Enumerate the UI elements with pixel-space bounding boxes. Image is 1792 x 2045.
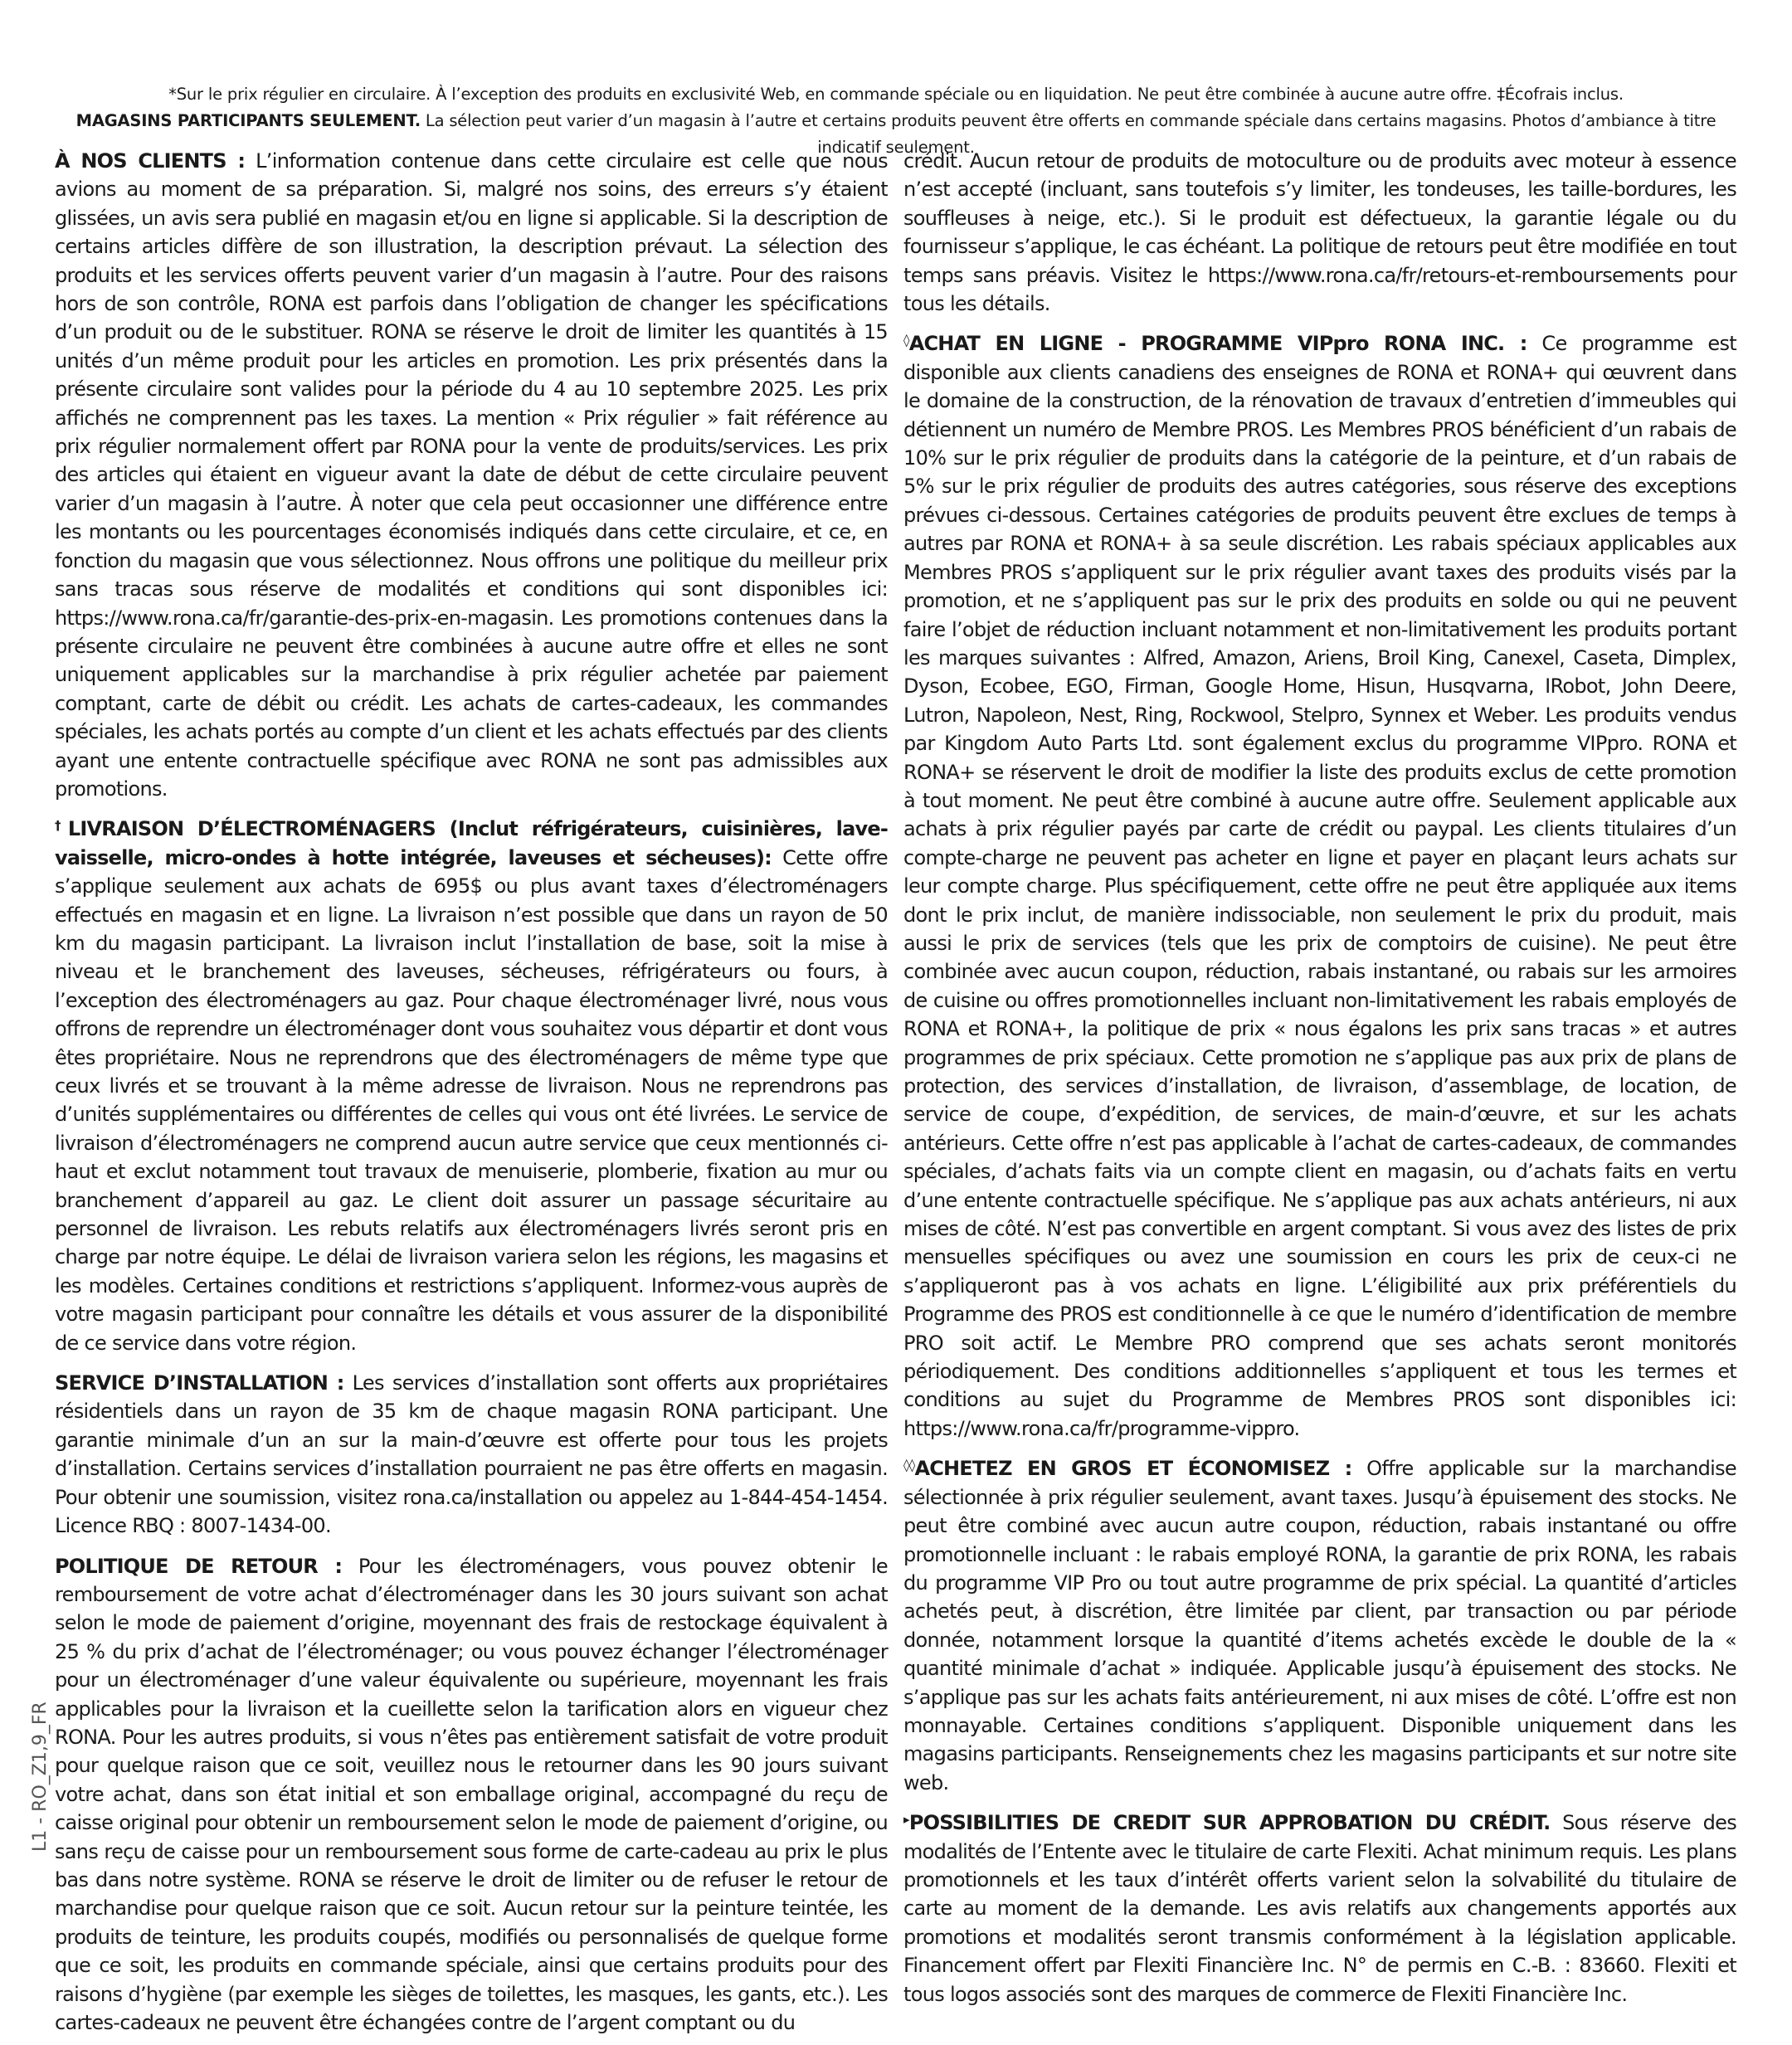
left-column — [55, 144, 888, 2045]
section-title: LIVRAISON D’ÉLECTROMÉNAGERS (Inclut réfrigérateurs, cuisinières, lave-vaisselle, micro-ondes à hotte intégrée, laveuses et sécheuses): — [55, 817, 888, 869]
section-achetez-en-gros — [903, 1451, 1736, 1797]
section-title: POLITIQUE DE RETOUR : — [55, 1554, 343, 1578]
section-body: Ce programme est disponible aux clients canadiens des enseignes de RONA et RONA+ qui œuvrent dans le domaine de la construction, de la rénovation de travaux d’entretien d’immeubles qui détiennent un numéro de Membre PROS. Les Membres PROS bénéficient d’un rabais de 10% sur le prix régulier de produits dans la catégorie de la peinture, et d’un rabais de 5% sur le prix régulier de produits des autres catégories, sous réserve des exceptions prévues ci-dessous. Certaines catégories de produits peuvent être exclues de temps à autres par RONA et RONA+ à sa seule discrétion. Les rabais spéciaux applicables aux Membres PROS s’appliquent sur le prix régulier avant taxes des produits visés par la promotion, et ne s’appliquent pas sur le prix des produits en solde ou qui ne peuvent faire l’objet de réduction incluant notamment et non-limitativement les produits portant les marques suivantes : Alfred, Amazon, Ariens, Broil King, Canexel, Caseta, Dimplex, Dyson, Ecobee, EGO, Firman, Google Home, Hisun, Husqvarna, IRobot, John Deere, Lutron, Napoleon, Nest, Ring, Rockwool, Stelpro, Synnex et Weber. Les produits vendus par Kingdom Auto Parts Ltd. sont également exclus du programme VIPpro. RONA et RONA+ se réservent le droit de modifier la liste des produits exclus de cette promotion à tout moment. Ne peut être combiné à aucune autre offre. Seulement applicable aux achats à prix régulier payés par carte de crédit ou paypal. Les clients titulaires d’un compte-charge ne peuvent pas acheter en ligne et payer en plaçant leurs achats sur leur compte charge. Plus spécifiquement, cette offre ne peut être appliquée aux items dont le prix inclut, de manière indissociable, non seulement le prix du produit, mais aussi le prix de services (tels que les prix de comptoirs de cuisine). Ne peut être combinée avec aucun coupon, réduction, rabais instantané, ou rabais sur les armoires de cuisine ou offres promotionnelles incluant non-limitativement les rabais employés de RONA et RONA+, la politique de prix « nous égalons les prix sans tracas » et autres programmes de prix spéciaux. Cette promotion ne s’applique pas aux prix de plans de protection, des services d’installation, de livraison, d’assemblage, de location, de service de coupe, d’expédition, de services, de main-d’œuvre, et sur les achats antérieurs. Cette offre n’est pas applicable à l’achat de cartes-cadeaux, de commandes spéciales, d’achats faits via un compte client en magasin, ou d’achats faits en vertu d’une entente contractuelle spécifique. Ne s’applique pas aux achats antérieurs, ni aux mises de côté. N’est pas convertible en argent comptant. Si vous avez des listes de prix mensuelles spécifiques ou avez une soumission en cours les prix de ceux-ci ne s’appliqueront pas à vos achats en ligne. L’éligibilité aux prix préférentiels du Programme des PROS est conditionnelle à ce que le numéro d’identification de membre PRO soit actif. Le Membre PRO comprend que ses achats seront monitorés périodiquement. Des conditions additionnelles s’appliquent et tous les termes et conditions au sujet du Programme de Membres PROS sont disponibles ici: https://www.rona.ca/fr/programme-vippro. — [903, 332, 1737, 1440]
section-body: crédit. Aucun retour de produits de motoculture ou de produits avec moteur à essence n’est accepté (incluant, sans toutefois s’y limiter, les tondeuses, les taille-bordures, les souffleuses à neige, etc.). Si le produit est défectueux, la garantie légale ou du fournisseur s’applique, le cas échéant. La politique de retours peut être modifiée en tout temps sans préavis. Visitez le https://www.rona.ca/fr/retours-et-remboursements pour tous les détails. — [903, 149, 1736, 316]
section-retour-suite — [903, 144, 1736, 318]
print-code: L1 - RO_Z1,9_FR — [30, 1702, 51, 1852]
section-credit-flexiti — [903, 1805, 1736, 2008]
section-body: Pour les électroménagers, vous pouvez obtenir le remboursement de votre achat d’électroménager dans les 30 jours suivant son achat selon le mode de paiement d’origine, moyennant des frais de restockage équivalent à 25 % du prix d’achat de l’électroménager; ou vous pouvez échanger l’électroménager pour un électroménager d’une valeur équivalente ou supérieure, moyennant les frais applicables pour la livraison et la cueillette selon la tarification alors en vigueur chez RONA. Pour les autres produits, si vous n’êtes pas entièrement satisfait de votre produit pour quelque raison que ce soit, veuillez nous le retourner dans les 90 jours suivant votre achat, dans son état initial et son emballage original, accompagné du reçu de caisse original pour obtenir un remboursement selon le mode de paiement d’origine, ou sans reçu de caisse pour un remboursement sous forme de carte-cadeau au prix le plus bas dans notre système. RONA se réserve le droit de limiter ou de refuser le retour de marchandise pour quelque raison que ce soit. Aucun retour sur la peinture teintée, les produits de teinture, les produits coupés, modifiés ou personnalisés de quelque forme que ce soit, les produits en commande spéciale, ainsi que certains produits pour des raisons d’hygiène (par exemple les sièges de toilettes, les masques, les gants, etc.). Les cartes-cadeaux ne peuvent être échangées contre de l’argent comptant ou du — [55, 1554, 888, 2034]
section-politique-retour — [55, 1549, 888, 2038]
section-marker: ▸ — [903, 1812, 909, 1828]
section-marker: ◊◊ — [903, 1458, 915, 1473]
disclaimer-line-2-text: La sélection peut varier d’un magasin à l’autre et certains produits peuvent être offerts en commande spéciale dans certains magasins. Photos d’ambiance à titre indicatif seulement. — [420, 111, 1717, 157]
section-body: L’information contenue dans cette circulaire est celle que nous avions au moment de sa préparation. Si, malgré nos soins, des erreurs s’y étaient glissées, un avis sera publié en magasin et/ou en ligne si applicable. Si la description de certains articles diffère de son illustration, la description prévaut. La sélection des produits et les services offerts peuvent varier d’un magasin à l’autre. Pour des raisons hors de son contrôle, RONA est parfois dans l’obligation de changer les spécifications d’un produit ou de le substituer. RONA se réserve le droit de limiter les quantités à 15 unités d’un même produit pour les articles en promotion. Les prix présentés dans la présente circulaire sont valides pour la période du 4 au 10 septembre 2025. Les prix affichés ne comprennent pas les taxes. La mention « Prix régulier » fait référence au prix régulier normalement offert par RONA pour la vente de produits/services. Les prix des articles qui étaient en vigueur avant la date de début de cette circulaire peuvent varier d’un magasin à l’autre. À noter que cela peut occasionner une différence entre les montants ou les pourcentages économisés indiqués dans cette circulaire, et ce, en fonction du magasin que vous sélectionnez. Nous offrons une politique du meilleur prix sans tracas sous réserve de modalités et conditions qui sont disponibles ici: https://www.rona.ca/fr/garantie-des-prix-en-magasin. Les promotions contenues dans la présente circulaire ne peuvent être combinées à aucune autre offre et elles ne sont uniquement applicables sur la marchandise à prix régulier achetée par paiement comptant, carte de débit ou crédit. Les achats de cartes-cadeaux, les commandes spéciales, les achats portés au compte d’un client et les achats effectués par des clients ayant une entente contractuelle spécifique avec RONA ne sont pas admissibles aux promotions. — [55, 149, 888, 801]
section-title: À NOS CLIENTS : — [55, 149, 246, 173]
section-marker: ◊ — [903, 333, 909, 348]
section-vippro — [903, 326, 1736, 1443]
section-title: ACHAT EN LIGNE - PROGRAMME VIPpro RONA INC. : — [908, 332, 1527, 356]
disclaimer-line-1: *Sur le prix régulier en circulaire. À l’exception des produits en exclusivité Web, en commande spéciale ou en liquidation. Ne peut être combinée à aucune autre offre. ‡Écofrais inclus. — [168, 85, 1624, 104]
section-title: POSSIBILITIES DE CREDIT SUR APPROBATION DU CRÉDIT. — [908, 1811, 1551, 1835]
section-marker: † — [55, 818, 68, 834]
section-livraison — [55, 811, 888, 1357]
disclaimer-line-2-bold: MAGASINS PARTICIPANTS SEULEMENT. — [75, 111, 421, 130]
right-column — [903, 144, 1736, 2017]
section-installation — [55, 1366, 888, 1540]
section-nos-clients — [55, 144, 888, 803]
section-body: Offre applicable sur la marchandise sélectionnée à prix régulier seulement, avant taxes. Jusqu’à épuisement des stocks. Ne peut être combiné avec aucun autre coupon, réduction, rabais instantané ou offre promotionnelle incluant : le rabais employé RONA, la garantie de prix RONA, les rabais du programme VIP Pro ou tout autre programme de prix spécial. La quantité d’articles achetés peut, à discrétion, être limitée par client, par transaction ou par période donnée, notamment lorsque la quantité d’items achetés excède le double de la « quantité minimale d’achat » indiquée. Applicable jusqu’à épuisement des stocks. Ne s’applique pas sur les achats faits antérieurement, ni aux mises de côté. L’offre est non monnayable. Certaines conditions s’appliquent. Disponible uniquement dans les magasins participants. Renseignements chez les magasins participants et sur notre site web. — [903, 1457, 1736, 1794]
section-title: SERVICE D’INSTALLATION : — [55, 1371, 344, 1395]
section-title: ACHETEZ EN GROS ET ÉCONOMISEZ : — [914, 1457, 1352, 1481]
section-body: Sous réserve des modalités de l’Entente avec le titulaire de carte Flexiti. Achat minimum requis. Les plans promotionnels et les taux d’intérêt offerts varient selon la solvabilité du titulaire de carte au moment de la demande. Les avis relatifs aux changements apportés aux promotions et modalités seront transmis conformément à la législation applicable. Financement offert par Flexiti Financière Inc. N° de permis en C.-B. : 83660. Flexiti et tous logos associés sont des marques de commerce de Flexiti Financière Inc. — [903, 1811, 1736, 2006]
section-body: Cette offre s’applique seulement aux achats de 695$ ou plus avant taxes d’électroménagers effectués en magasin et en ligne. La livraison n’est possible que dans un rayon de 50 km du magasin participant. La livraison inclut l’installation de base, soit la mise à niveau et le branchement des laveuses, sécheuses, réfrigérateurs ou fours, à l’exception des électroménagers au gaz. Pour chaque électroménager livré, nous vous offrons de reprendre un électroménager dont vous souhaitez vous départir et dont vous êtes propriétaire. Nous ne reprendrons que des électroménagers de même type que ceux livrés et se trouvant à la même adresse de livraison. Nous ne reprendrons pas d’unités supplémentaires ou différentes de celles qui vous ont été livrées. Le service de livraison d’électroménagers ne comprend aucun autre service que ceux mentionnés ci-haut et exclut notamment tout travaux de menuiserie, plomberie, fixation au mur ou branchement d’appareil au gaz. Le client doit assurer un passage sécuritaire au personnel de livraison. Les rebuts relatifs aux électroménagers livrés seront pris en charge par notre équipe. Le délai de livraison variera selon les régions, les magasins et les modèles. Certaines conditions et restrictions s’appliquent. Informez-vous auprès de votre magasin participant pour connaître les détails et vous assurer de la disponibilité de ce service dans votre région. — [55, 845, 888, 1355]
section-body: Les services d’installation sont offerts aux propriétaires résidentiels dans un rayon de 35 km de chaque magasin RONA participant. Une garantie minimale d’un an sur la main-d’œuvre est offerte pour tous les projets d’installation. Certains services d’installation pourraient ne pas être offerts en magasin. Pour obtenir une soumission, visitez rona.ca/installation ou appelez au 1-844-454-1454. Licence RBQ : 8007-1434-00. — [55, 1371, 888, 1538]
